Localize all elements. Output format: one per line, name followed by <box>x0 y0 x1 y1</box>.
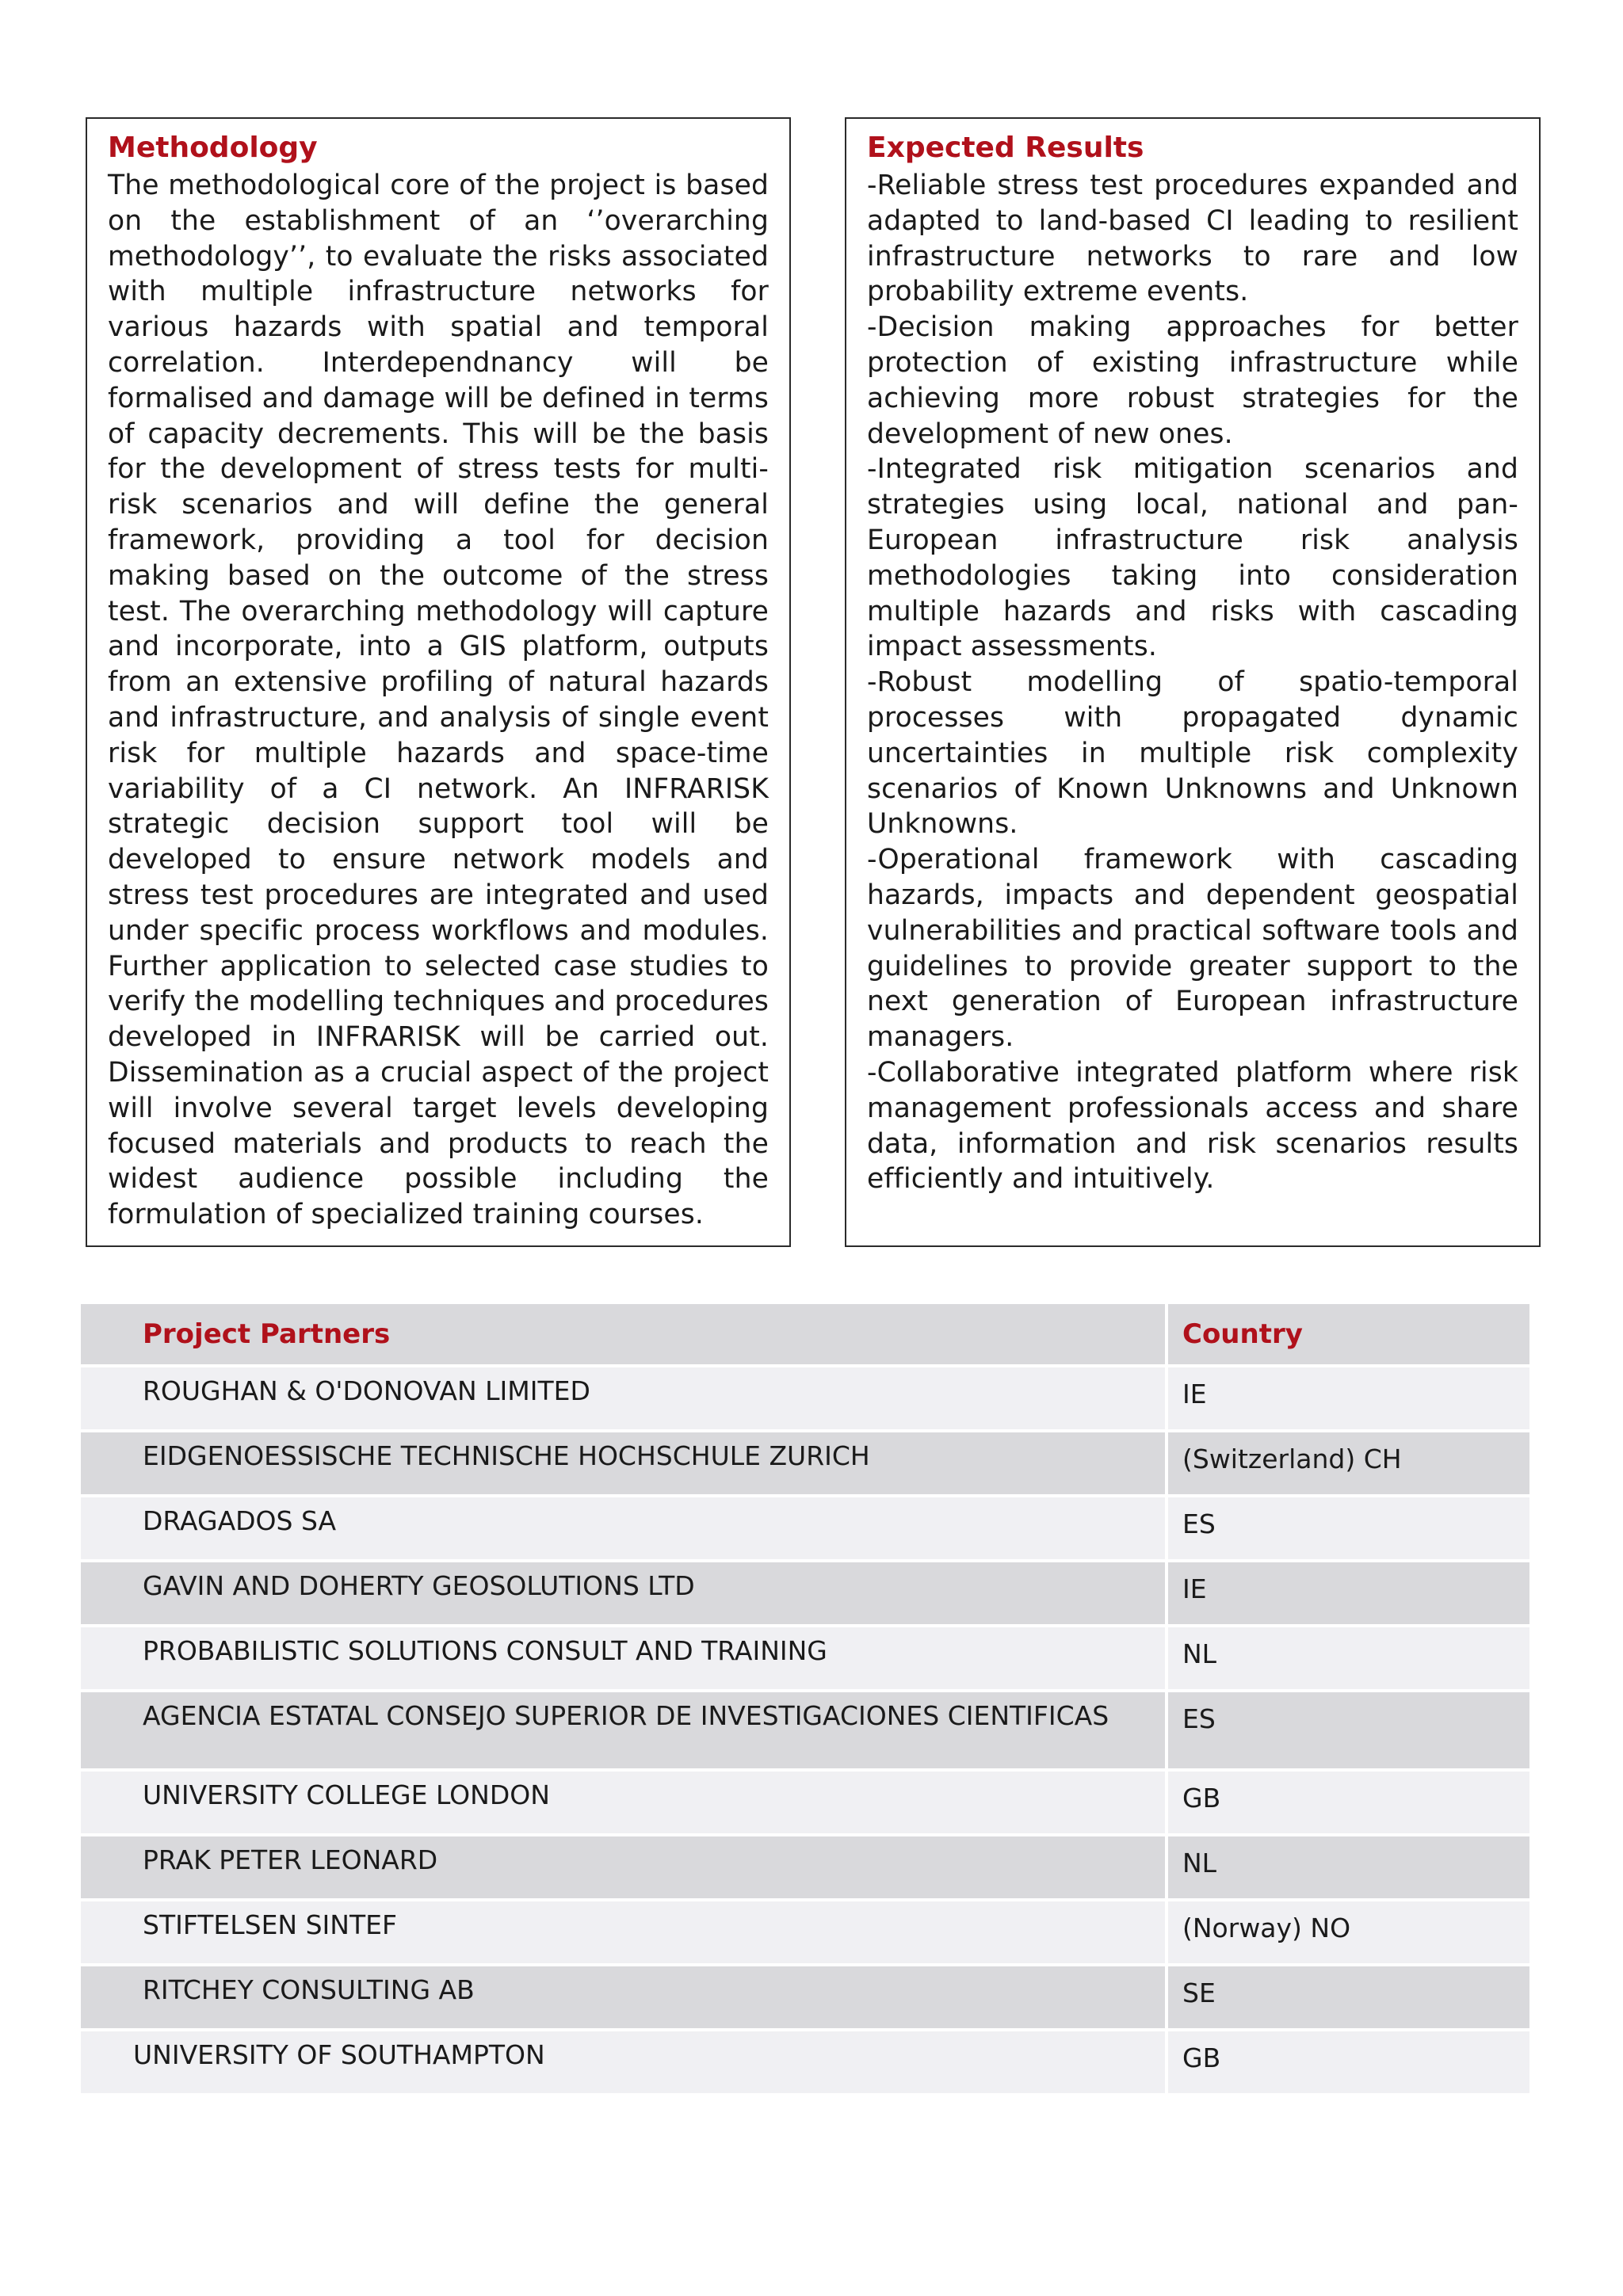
partner-country: IE <box>1165 1559 1529 1624</box>
table-row <box>81 1429 1529 1494</box>
result-item: -Robust modelling of spatio-temporal processes with propagated dynamic uncertainties in multiple risk complexity scenarios of Known Unknowns and Unknown Unknowns. <box>867 666 1518 841</box>
table-row <box>81 1768 1529 1833</box>
partner-country: SE <box>1165 1963 1529 2028</box>
table-row <box>81 1559 1529 1624</box>
result-item: -Collaborative integrated platform where risk management professionals access and share data, information and risk scenarios results efficiently and intuitively. <box>867 1056 1518 1196</box>
partner-name: UNIVERSITY COLLEGE LONDON <box>81 1768 1165 1833</box>
table-row <box>81 1833 1529 1898</box>
table-row <box>81 1624 1529 1689</box>
header-project-partners: Project Partners <box>81 1304 1165 1364</box>
partner-country: ES <box>1165 1689 1529 1768</box>
partner-name: GAVIN AND DOHERTY GEOSOLUTIONS LTD <box>81 1559 1165 1624</box>
partner-name: EIDGENOESSISCHE TECHNISCHE HOCHSCHULE ZURICH <box>81 1429 1165 1494</box>
partner-name: PRAK PETER LEONARD <box>81 1833 1165 1898</box>
header-country: Country <box>1165 1304 1529 1364</box>
partner-country: NL <box>1165 1624 1529 1689</box>
partner-name: AGENCIA ESTATAL CONSEJO SUPERIOR DE INVESTIGACIONES CIENTIFICAS <box>81 1689 1165 1768</box>
methodology-title: Methodology <box>108 132 318 164</box>
result-item: -Integrated risk mitigation scenarios and strategies using local, national and pan-European infrastructure risk analysis methodologies taking into consideration multiple hazards and risks with cascading impact assessments. <box>867 453 1518 663</box>
partner-country: IE <box>1165 1364 1529 1429</box>
methodology-text: The methodological core of the project is based on the establishment of an ‘’overarching methodology’’, to evaluate the risks associated with multiple infrastructure networks for various hazards with spatial and temporal correlation. Interdependnancy will be formalised and damage will be defined in terms of capacity decrements. This will be the basis for the development of stress tests for multi-risk scenarios and will define the general framework, providing a tool for decision making based on the outcome of the stress test. The overarching methodology will capture and incorporate, into a GIS platform, outputs from an extensive profiling of natural hazards and infrastructure, and analysis of single event risk for multiple hazards and space-time variability of a CI network. An INFRARISK strategic decision support tool will be developed to ensure network models and stress test procedures are integrated and used under specific process workflows and modules. Further application to selected case studies to verify the modelling techniques and procedures developed in INFRARISK will be carried out. Dissemination as a crucial aspect of the project will involve several target levels developing focused materials and products to reach the widest audience possible including the formulation of specialized training courses. <box>108 170 769 1231</box>
table-row <box>81 1364 1529 1429</box>
partner-country: GB <box>1165 1768 1529 1833</box>
expected-results-box <box>845 117 1541 1247</box>
result-item: -Decision making approaches for better protection of existing infrastructure while achieving more robust strategies for the development of new ones. <box>867 311 1518 450</box>
partner-country: GB <box>1165 2028 1529 2093</box>
partner-country: (Switzerland) CH <box>1165 1429 1529 1494</box>
result-item: -Operational framework with cascading hazards, impacts and dependent geospatial vulnerabilities and practical software tools and guidelines to provide greater support to the next generation of European infrastructure managers. <box>867 844 1518 1054</box>
table-row <box>81 1898 1529 1963</box>
table-header-row <box>81 1304 1529 1364</box>
project-partners-table <box>81 1304 1529 2093</box>
partner-name: STIFTELSEN SINTEF <box>81 1898 1165 1963</box>
table-row <box>81 1689 1529 1768</box>
partner-country: (Norway) NO <box>1165 1898 1529 1963</box>
partner-name: DRAGADOS SA <box>81 1494 1165 1559</box>
table-row <box>81 2028 1529 2093</box>
partner-name: RITCHEY CONSULTING AB <box>81 1963 1165 2028</box>
partner-name: ROUGHAN & O'DONOVAN LIMITED <box>81 1364 1165 1429</box>
table-row <box>81 1963 1529 2028</box>
expected-results-title: Expected Results <box>867 132 1144 164</box>
partner-country: ES <box>1165 1494 1529 1559</box>
table-row <box>81 1494 1529 1559</box>
partner-name: PROBABILISTIC SOLUTIONS CONSULT AND TRAINING <box>81 1624 1165 1689</box>
methodology-box <box>86 117 791 1247</box>
result-item: -Reliable stress test procedures expanded and adapted to land-based CI leading to resilient infrastructure networks to rare and low probability extreme events. <box>867 170 1518 308</box>
partner-country: NL <box>1165 1833 1529 1898</box>
partner-name: UNIVERSITY OF SOUTHAMPTON <box>81 2028 1165 2093</box>
